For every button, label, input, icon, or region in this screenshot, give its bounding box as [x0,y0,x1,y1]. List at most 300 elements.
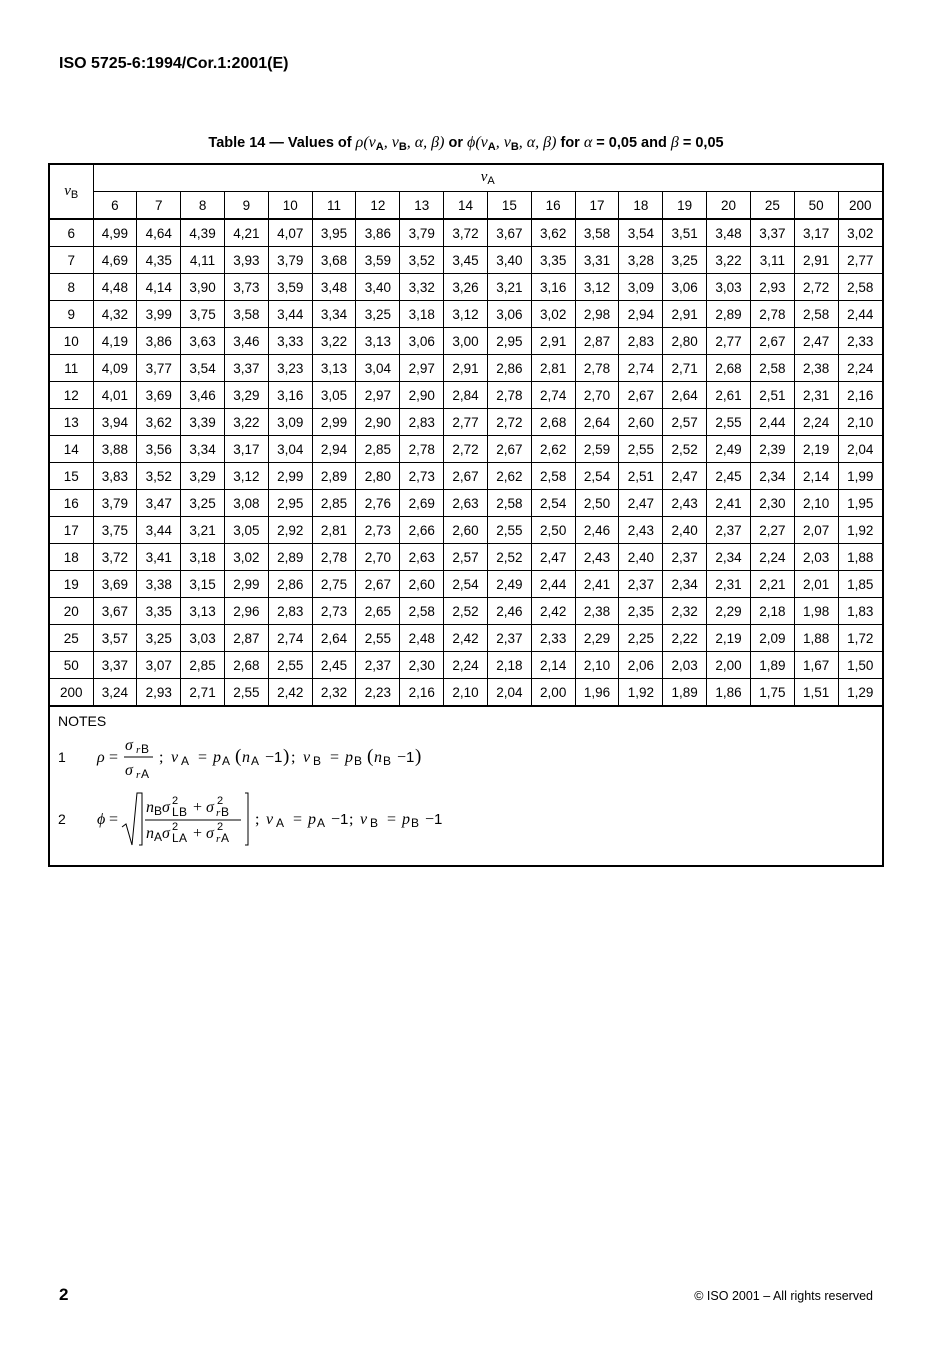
table-cell: 2,89 [707,301,751,328]
table-cell: 2,44 [750,409,794,436]
table-row [50,328,882,355]
f1-rpar2: ) [415,746,422,767]
table-cell: 2,07 [794,517,838,544]
table-cell: 3,06 [663,274,707,301]
table-cell: 2,45 [707,463,751,490]
table-cell: 2,43 [619,517,663,544]
table-cell: 3,05 [224,517,268,544]
table-cell: 3,16 [531,274,575,301]
f2-den-a2: A [221,831,230,845]
f1-p-b-sub: B [354,754,363,768]
table-cell: 3,56 [137,436,181,463]
table-cell: 2,67 [750,328,794,355]
f1-p-a: p [213,749,221,766]
table-cell: 3,04 [268,436,312,463]
page-number: 2 [59,1285,69,1304]
table-cell: 2,67 [487,436,531,463]
table-cell: 2,85 [181,652,225,679]
caption-beta: β [670,134,679,151]
f2-num-sq2: 2 [217,795,224,807]
table-cell: 2,63 [444,490,488,517]
values-table [50,165,882,865]
f1-one1: 1 [274,749,283,766]
table-cell: 2,58 [487,490,531,517]
table-cell: 3,68 [312,247,356,274]
table-cell: 3,29 [224,382,268,409]
column-header: 9 [224,192,268,220]
table-cell: 3,99 [137,301,181,328]
table-cell: 3,33 [268,328,312,355]
table-cell: 2,33 [531,625,575,652]
table-cell: 2,32 [312,679,356,707]
table-cell: 3,83 [93,463,137,490]
table-cell: 2,78 [487,382,531,409]
f2-den-n: n [146,825,154,842]
table-cell: 1,89 [750,652,794,679]
table-cell: 2,48 [400,625,444,652]
row-label: 50 [50,652,93,679]
table-cell: 2,38 [575,598,619,625]
f2-num-l1: L [172,805,179,819]
table-cell: 2,78 [400,436,444,463]
table-cell: 2,00 [531,679,575,707]
table-cell: 2,10 [838,409,882,436]
table-cell: 2,38 [794,355,838,382]
table-cell: 3,52 [137,463,181,490]
table-cell: 2,55 [487,517,531,544]
table-cell: 2,55 [268,652,312,679]
column-header: 11 [312,192,356,220]
table-cell: 2,78 [750,301,794,328]
table-cell: 3,12 [575,274,619,301]
table-cell: 2,60 [400,571,444,598]
table-cell: 3,16 [268,382,312,409]
table-cell: 2,57 [663,409,707,436]
f2-num-b2: B [221,805,230,819]
row-label: 17 [50,517,93,544]
table-cell: 2,68 [707,355,751,382]
f2-left-bracket [139,793,142,845]
table-cell: 1,95 [838,490,882,517]
table-cell: 1,86 [707,679,751,707]
table-cell: 3,06 [400,328,444,355]
table-cell: 1,96 [575,679,619,707]
table-cell: 2,47 [619,490,663,517]
caption-prefix: Table 14 — Values of [208,135,356,151]
table-row [50,679,882,707]
table-cell: 3,03 [707,274,751,301]
table-cell: 2,78 [312,544,356,571]
table-cell: 2,75 [312,571,356,598]
table-cell: 3,32 [400,274,444,301]
table-cell: 3,15 [181,571,225,598]
table-cell: 2,89 [268,544,312,571]
caption-alpha-eq: = 0,05 and [592,135,671,151]
f2-nu-a: ν [266,811,274,828]
table-cell: 3,06 [487,301,531,328]
table-cell: 2,70 [356,544,400,571]
table-cell: 2,55 [224,679,268,707]
f1-den-r: r [136,769,141,781]
table-cell: 2,34 [707,544,751,571]
f2-p-b: p [402,811,410,828]
table-cell: 2,55 [619,436,663,463]
table-cell: 4,01 [93,382,137,409]
table-cell: 3,25 [663,247,707,274]
column-header: 25 [750,192,794,220]
table-cell: 2,97 [356,382,400,409]
table-row [50,219,882,247]
table-cell: 2,98 [575,301,619,328]
table-cell: 2,04 [838,436,882,463]
table-cell: 2,72 [794,274,838,301]
table-cell: 4,32 [93,301,137,328]
f2-eq2: = [293,811,303,828]
table-cell: 2,95 [268,490,312,517]
table-row [50,382,882,409]
caption-comma1-2: , ν [495,134,511,151]
table-cell: 2,76 [356,490,400,517]
f2-num-r: r [216,807,221,819]
table-cell: 2,34 [663,571,707,598]
table-cell: 3,51 [663,219,707,247]
f1-lpar1: ( [235,746,242,767]
table-cell: 2,91 [444,355,488,382]
row-label: 12 [50,382,93,409]
f2-den-plus: + [193,825,203,842]
table-cell: 2,90 [356,409,400,436]
table-cell: 2,64 [663,382,707,409]
note-2-formula [95,789,455,849]
caption-sub-b-2: B [510,141,519,153]
column-header: 15 [487,192,531,220]
table-cell: 2,99 [268,463,312,490]
table-cell: 2,84 [444,382,488,409]
column-header: 6 [93,192,137,220]
table-cell: 2,37 [619,571,663,598]
table-cell: 2,24 [444,652,488,679]
table-cell: 3,13 [181,598,225,625]
table-cell: 3,54 [619,219,663,247]
table-cell: 2,60 [619,409,663,436]
table-cell: 2,37 [356,652,400,679]
f1-eq2: = [198,749,208,766]
table-cell: 4,69 [93,247,137,274]
f2-den-l1: L [172,831,179,845]
table-cell: 2,39 [750,436,794,463]
f1-n-a-sub: A [251,754,260,768]
table-cell: 3,11 [750,247,794,274]
f1-num-sigma: σ [125,737,133,754]
column-header: 7 [137,192,181,220]
table-cell: 1,75 [750,679,794,707]
caption-for: for [556,135,584,151]
table-cell: 2,40 [663,517,707,544]
table-cell: 2,64 [575,409,619,436]
caption-beta-eq: = 0,05 [678,135,724,151]
table-cell: 3,77 [137,355,181,382]
table-cell: 2,55 [707,409,751,436]
table-cell: 2,67 [619,382,663,409]
table-cell: 2,57 [444,544,488,571]
table-cell: 2,52 [663,436,707,463]
f1-one2: 1 [406,749,415,766]
f1-lpar2: ( [367,746,374,767]
table-cell: 1,98 [794,598,838,625]
table-cell: 2,71 [663,355,707,382]
table-row [50,490,882,517]
f1-num-b: B [141,742,150,756]
table-cell: 2,85 [312,490,356,517]
row-label: 11 [50,355,93,382]
caption-args-open: (ν [363,134,376,151]
f2-right-bracket [245,793,248,845]
col-var-symbol: ν [480,169,488,185]
table-cell: 4,64 [137,219,181,247]
table-cell: 2,83 [268,598,312,625]
table-cell: 2,58 [400,598,444,625]
f2-p-a-sub: A [317,816,326,830]
caption-args-rest-2: , α, β) [518,134,557,151]
table-cell: 2,77 [838,247,882,274]
f2-p-a: p [308,811,316,828]
table-caption [48,134,884,153]
f2-eq3: = [387,811,397,828]
table-cell: 2,54 [531,490,575,517]
f1-nu-b-sub: B [313,754,322,768]
column-header: 20 [707,192,751,220]
table-cell: 4,48 [93,274,137,301]
row-label: 15 [50,463,93,490]
table-cell: 4,35 [137,247,181,274]
table-cell: 2,30 [400,652,444,679]
table-cell: 2,23 [356,679,400,707]
table-cell: 2,69 [400,490,444,517]
f1-semi2: ; [291,749,296,766]
table-row [50,409,882,436]
table-cell: 3,57 [93,625,137,652]
row-label: 10 [50,328,93,355]
table-cell: 4,19 [93,328,137,355]
table-cell: 1,88 [838,544,882,571]
table-cell: 2,35 [619,598,663,625]
table-cell: 2,50 [575,490,619,517]
column-header: 17 [575,192,619,220]
table-cell: 3,58 [575,219,619,247]
table-cell: 2,97 [400,355,444,382]
table-cell: 3,05 [312,382,356,409]
caption-rho: ρ [355,134,364,151]
table-cell: 2,46 [575,517,619,544]
table-cell: 2,19 [794,436,838,463]
table-cell: 3,90 [181,274,225,301]
table-cell: 2,72 [444,436,488,463]
table-cell: 1,83 [838,598,882,625]
notes-title: NOTES [58,713,107,729]
table-cell: 1,67 [794,652,838,679]
table-cell: 3,62 [531,219,575,247]
table-cell: 1,92 [619,679,663,707]
f1-eq: = [109,749,119,766]
table-cell: 3,46 [181,382,225,409]
table-cell: 3,40 [487,247,531,274]
table-cell: 2,86 [487,355,531,382]
table-cell: 3,63 [181,328,225,355]
f2-one2: 1 [434,811,443,828]
table-cell: 2,93 [137,679,181,707]
table-cell: 3,18 [400,301,444,328]
table-cell: 2,10 [794,490,838,517]
f2-nu-b-sub: B [370,816,379,830]
table-cell: 2,87 [224,625,268,652]
table-cell: 2,41 [575,571,619,598]
table-cell: 3,48 [312,274,356,301]
table-cell: 3,95 [312,219,356,247]
table-cell: 1,88 [794,625,838,652]
caption-sub-b: B [398,141,407,153]
table-cell: 3,04 [356,355,400,382]
f1-rho: ρ [97,749,105,766]
table-cell: 4,11 [181,247,225,274]
table-cell: 2,30 [750,490,794,517]
table-cell: 2,29 [707,598,751,625]
table-cell: 3,07 [137,652,181,679]
table-cell: 3,69 [137,382,181,409]
table-cell: 2,09 [750,625,794,652]
table-cell: 2,59 [575,436,619,463]
table-row [50,301,882,328]
table-cell: 2,87 [575,328,619,355]
f2-den-r: r [216,833,221,845]
table-cell: 3,54 [181,355,225,382]
table-cell: 2,14 [794,463,838,490]
table-row [50,571,882,598]
table-cell: 2,42 [531,598,575,625]
f1-nu-a: ν [171,749,179,766]
table-cell: 2,58 [838,274,882,301]
table-cell: 3,22 [312,328,356,355]
f1-nu-a-sub: A [181,754,190,768]
table-cell: 3,17 [224,436,268,463]
table-cell: 2,18 [487,652,531,679]
table-cell: 2,72 [487,409,531,436]
table-cell: 2,90 [400,382,444,409]
table-cell: 3,73 [224,274,268,301]
table-cell: 2,37 [707,517,751,544]
table-cell: 3,26 [444,274,488,301]
copyright-notice: © ISO 2001 – All rights reserved [694,1289,873,1303]
table-cell: 3,12 [444,301,488,328]
table-cell: 2,34 [750,463,794,490]
f2-num-b1: B [179,805,188,819]
table-cell: 2,49 [707,436,751,463]
table-cell: 2,00 [707,652,751,679]
table-cell: 2,91 [531,328,575,355]
f2-minus1: − [331,811,341,828]
table-cell: 1,92 [838,517,882,544]
table-cell: 3,17 [794,219,838,247]
table-cell: 3,45 [444,247,488,274]
table-cell: 2,44 [838,301,882,328]
table-cell: 2,37 [663,544,707,571]
table-cell: 2,04 [487,679,531,707]
table-cell: 3,62 [137,409,181,436]
table-cell: 3,86 [356,219,400,247]
note-1-formula [95,731,435,781]
table-cell: 3,21 [181,517,225,544]
row-label: 14 [50,436,93,463]
table-cell: 1,85 [838,571,882,598]
table-cell: 2,32 [663,598,707,625]
caption-alpha: α [583,134,593,151]
row-label: 25 [50,625,93,652]
table-cell: 2,67 [444,463,488,490]
table-cell: 3,00 [444,328,488,355]
f2-semi1: ; [255,811,260,828]
table-cell: 2,80 [663,328,707,355]
table-row [50,247,882,274]
table-cell: 3,31 [575,247,619,274]
table-cell: 3,39 [181,409,225,436]
table-cell: 3,79 [93,490,137,517]
table-cell: 3,86 [137,328,181,355]
f2-nu-a-sub: A [276,816,285,830]
table-cell: 3,72 [444,219,488,247]
f2-nu-b: ν [360,811,368,828]
row-label: 200 [50,679,93,707]
table-cell: 1,99 [838,463,882,490]
table-cell: 3,29 [181,463,225,490]
f2-den-sigma1: σ [162,825,170,842]
column-header: 12 [356,192,400,220]
table-cell: 2,24 [794,409,838,436]
row-label: 18 [50,544,93,571]
row-variable-header [50,165,93,219]
table-cell: 2,52 [487,544,531,571]
note-2-number: 2 [58,811,66,827]
table-cell: 2,81 [531,355,575,382]
column-header: 10 [268,192,312,220]
table-cell: 3,18 [181,544,225,571]
table-cell: 1,89 [663,679,707,707]
caption-comma1: , ν [383,134,399,151]
table-cell: 2,43 [575,544,619,571]
column-header: 16 [531,192,575,220]
column-header: 13 [400,192,444,220]
table-cell: 3,52 [400,247,444,274]
table-cell: 2,65 [356,598,400,625]
table-row [50,274,882,301]
table-cell: 3,58 [224,301,268,328]
document-header: ISO 5725-6:1994/Cor.1:2001(E) [59,55,289,72]
table-body [50,219,882,706]
row-label: 6 [50,219,93,247]
table-cell: 1,72 [838,625,882,652]
table-cell: 4,14 [137,274,181,301]
table-cell: 3,44 [137,517,181,544]
table-cell: 3,41 [137,544,181,571]
table-cell: 2,22 [663,625,707,652]
table-cell: 2,62 [487,463,531,490]
column-header: 8 [181,192,225,220]
table-cell: 2,01 [794,571,838,598]
f1-den-a: A [141,767,150,781]
table-cell: 3,02 [531,301,575,328]
table-cell: 3,46 [224,328,268,355]
table-cell: 3,22 [707,247,751,274]
table-cell: 2,94 [619,301,663,328]
table-cell: 2,50 [531,517,575,544]
